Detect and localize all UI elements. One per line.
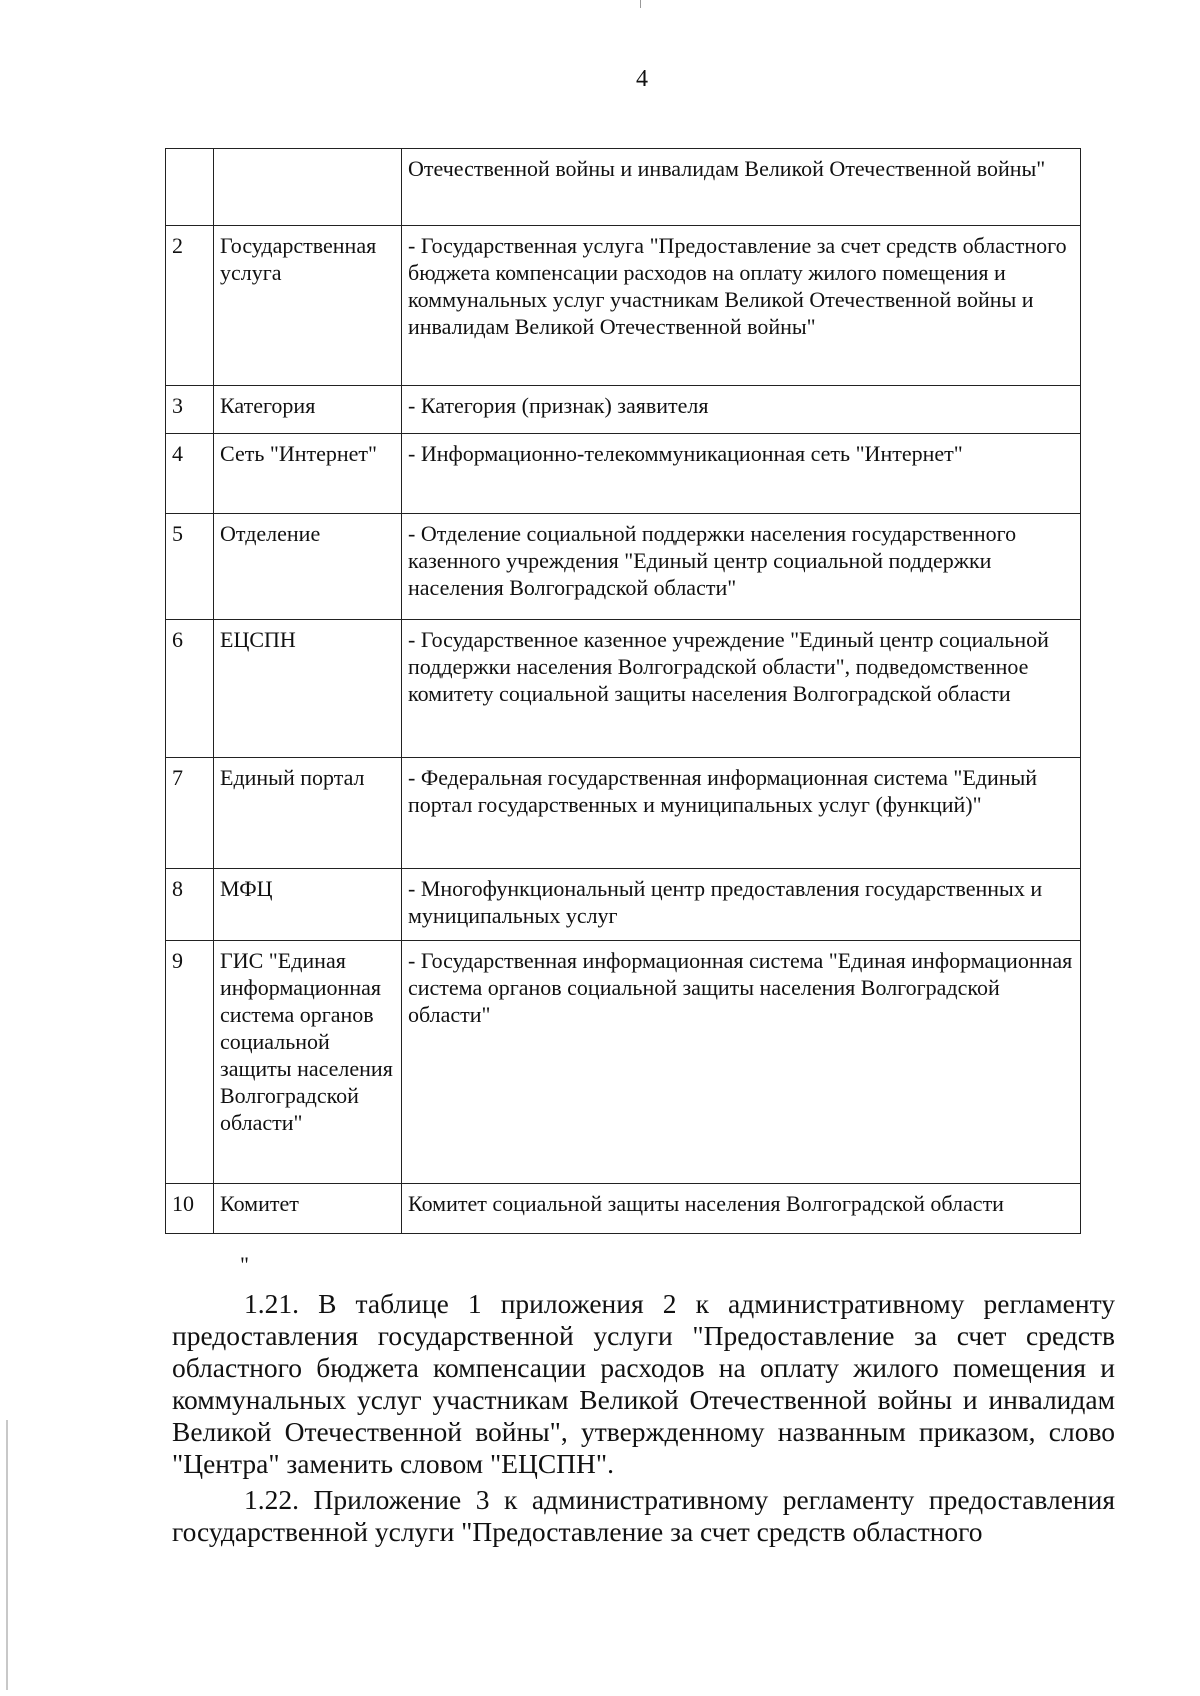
row-definition: Комитет социальной защиты населения Волгоградской области bbox=[402, 1184, 1081, 1234]
row-number: 4 bbox=[166, 434, 214, 514]
table-row bbox=[166, 434, 1081, 514]
row-term: Государственная услуга bbox=[214, 226, 402, 386]
row-definition: - Государственная услуга "Предоставление за счет средств областного бюджета компенсации расходов на оплату жилого помещения и коммунальных услуг участникам Великой Отечественной войны и инвалидам Великой Отечественной войны" bbox=[402, 226, 1081, 386]
table-row bbox=[166, 620, 1081, 758]
row-number: 10 bbox=[166, 1184, 214, 1234]
table-row bbox=[166, 386, 1081, 434]
row-number: 3 bbox=[166, 386, 214, 434]
table-row bbox=[166, 514, 1081, 620]
closing-quote: " bbox=[240, 1252, 249, 1277]
row-term: ЕЦСПН bbox=[214, 620, 402, 758]
table-row bbox=[166, 149, 1081, 226]
row-definition: - Федеральная государственная информационная система "Единый портал государственных и муниципальных услуг (функций)" bbox=[402, 758, 1081, 869]
table-row bbox=[166, 226, 1081, 386]
row-definition: - Отделение социальной поддержки населения государственного казенного учреждения "Единый центр социальной поддержки населения Волгоградской области" bbox=[402, 514, 1081, 620]
paragraph-1-22: 1.22. Приложение 3 к административному регламенту предоставления государственной услуги "Предоставление за счет средств областного bbox=[172, 1484, 1115, 1547]
row-term: Сеть "Интернет" bbox=[214, 434, 402, 514]
row-number bbox=[166, 149, 214, 226]
scan-top-mark bbox=[640, 0, 641, 8]
page-number: 4 bbox=[636, 66, 648, 92]
row-number: 6 bbox=[166, 620, 214, 758]
row-number: 9 bbox=[166, 941, 214, 1184]
table-row bbox=[166, 1184, 1081, 1234]
row-term: Категория bbox=[214, 386, 402, 434]
row-term bbox=[214, 149, 402, 226]
row-definition: - Многофункциональный центр предоставления государственных и муниципальных услуг bbox=[402, 869, 1081, 941]
row-definition: - Информационно-телекоммуникационная сеть "Интернет" bbox=[402, 434, 1081, 514]
row-term: Комитет bbox=[214, 1184, 402, 1234]
scan-edge-shadow bbox=[6, 1420, 8, 1690]
table-row bbox=[166, 941, 1081, 1184]
row-definition: - Категория (признак) заявителя bbox=[402, 386, 1081, 434]
row-definition: - Государственное казенное учреждение "Единый центр социальной поддержки населения Волгоградской области", подведомственное комитету социальной защиты населения Волгоградской области bbox=[402, 620, 1081, 758]
terms-table bbox=[165, 148, 1081, 1234]
row-term: МФЦ bbox=[214, 869, 402, 941]
table-row bbox=[166, 869, 1081, 941]
row-term: Отделение bbox=[214, 514, 402, 620]
row-number: 5 bbox=[166, 514, 214, 620]
row-term: Единый портал bbox=[214, 758, 402, 869]
row-definition: Отечественной войны и инвалидам Великой Отечественной войны" bbox=[402, 149, 1081, 226]
paragraph-1-21: 1.21. В таблице 1 приложения 2 к административному регламенту предоставления государственной услуги "Предоставление за счет средств областного бюджета компенсации расходов на оплату жилого помещения и коммунальных услуг участникам Великой Отечественной войны и инвалидам Великой Отечественной войны", утвержденному названным приказом, слово "Центра" заменить словом "ЕЦСПН". bbox=[172, 1288, 1115, 1479]
row-number: 8 bbox=[166, 869, 214, 941]
row-number: 7 bbox=[166, 758, 214, 869]
table-row bbox=[166, 758, 1081, 869]
row-term: ГИС "Единая информационная система органов социальной защиты населения Волгоградской области" bbox=[214, 941, 402, 1184]
row-number: 2 bbox=[166, 226, 214, 386]
row-definition: - Государственная информационная система "Единая информационная система органов социальной защиты населения Волгоградской области" bbox=[402, 941, 1081, 1184]
